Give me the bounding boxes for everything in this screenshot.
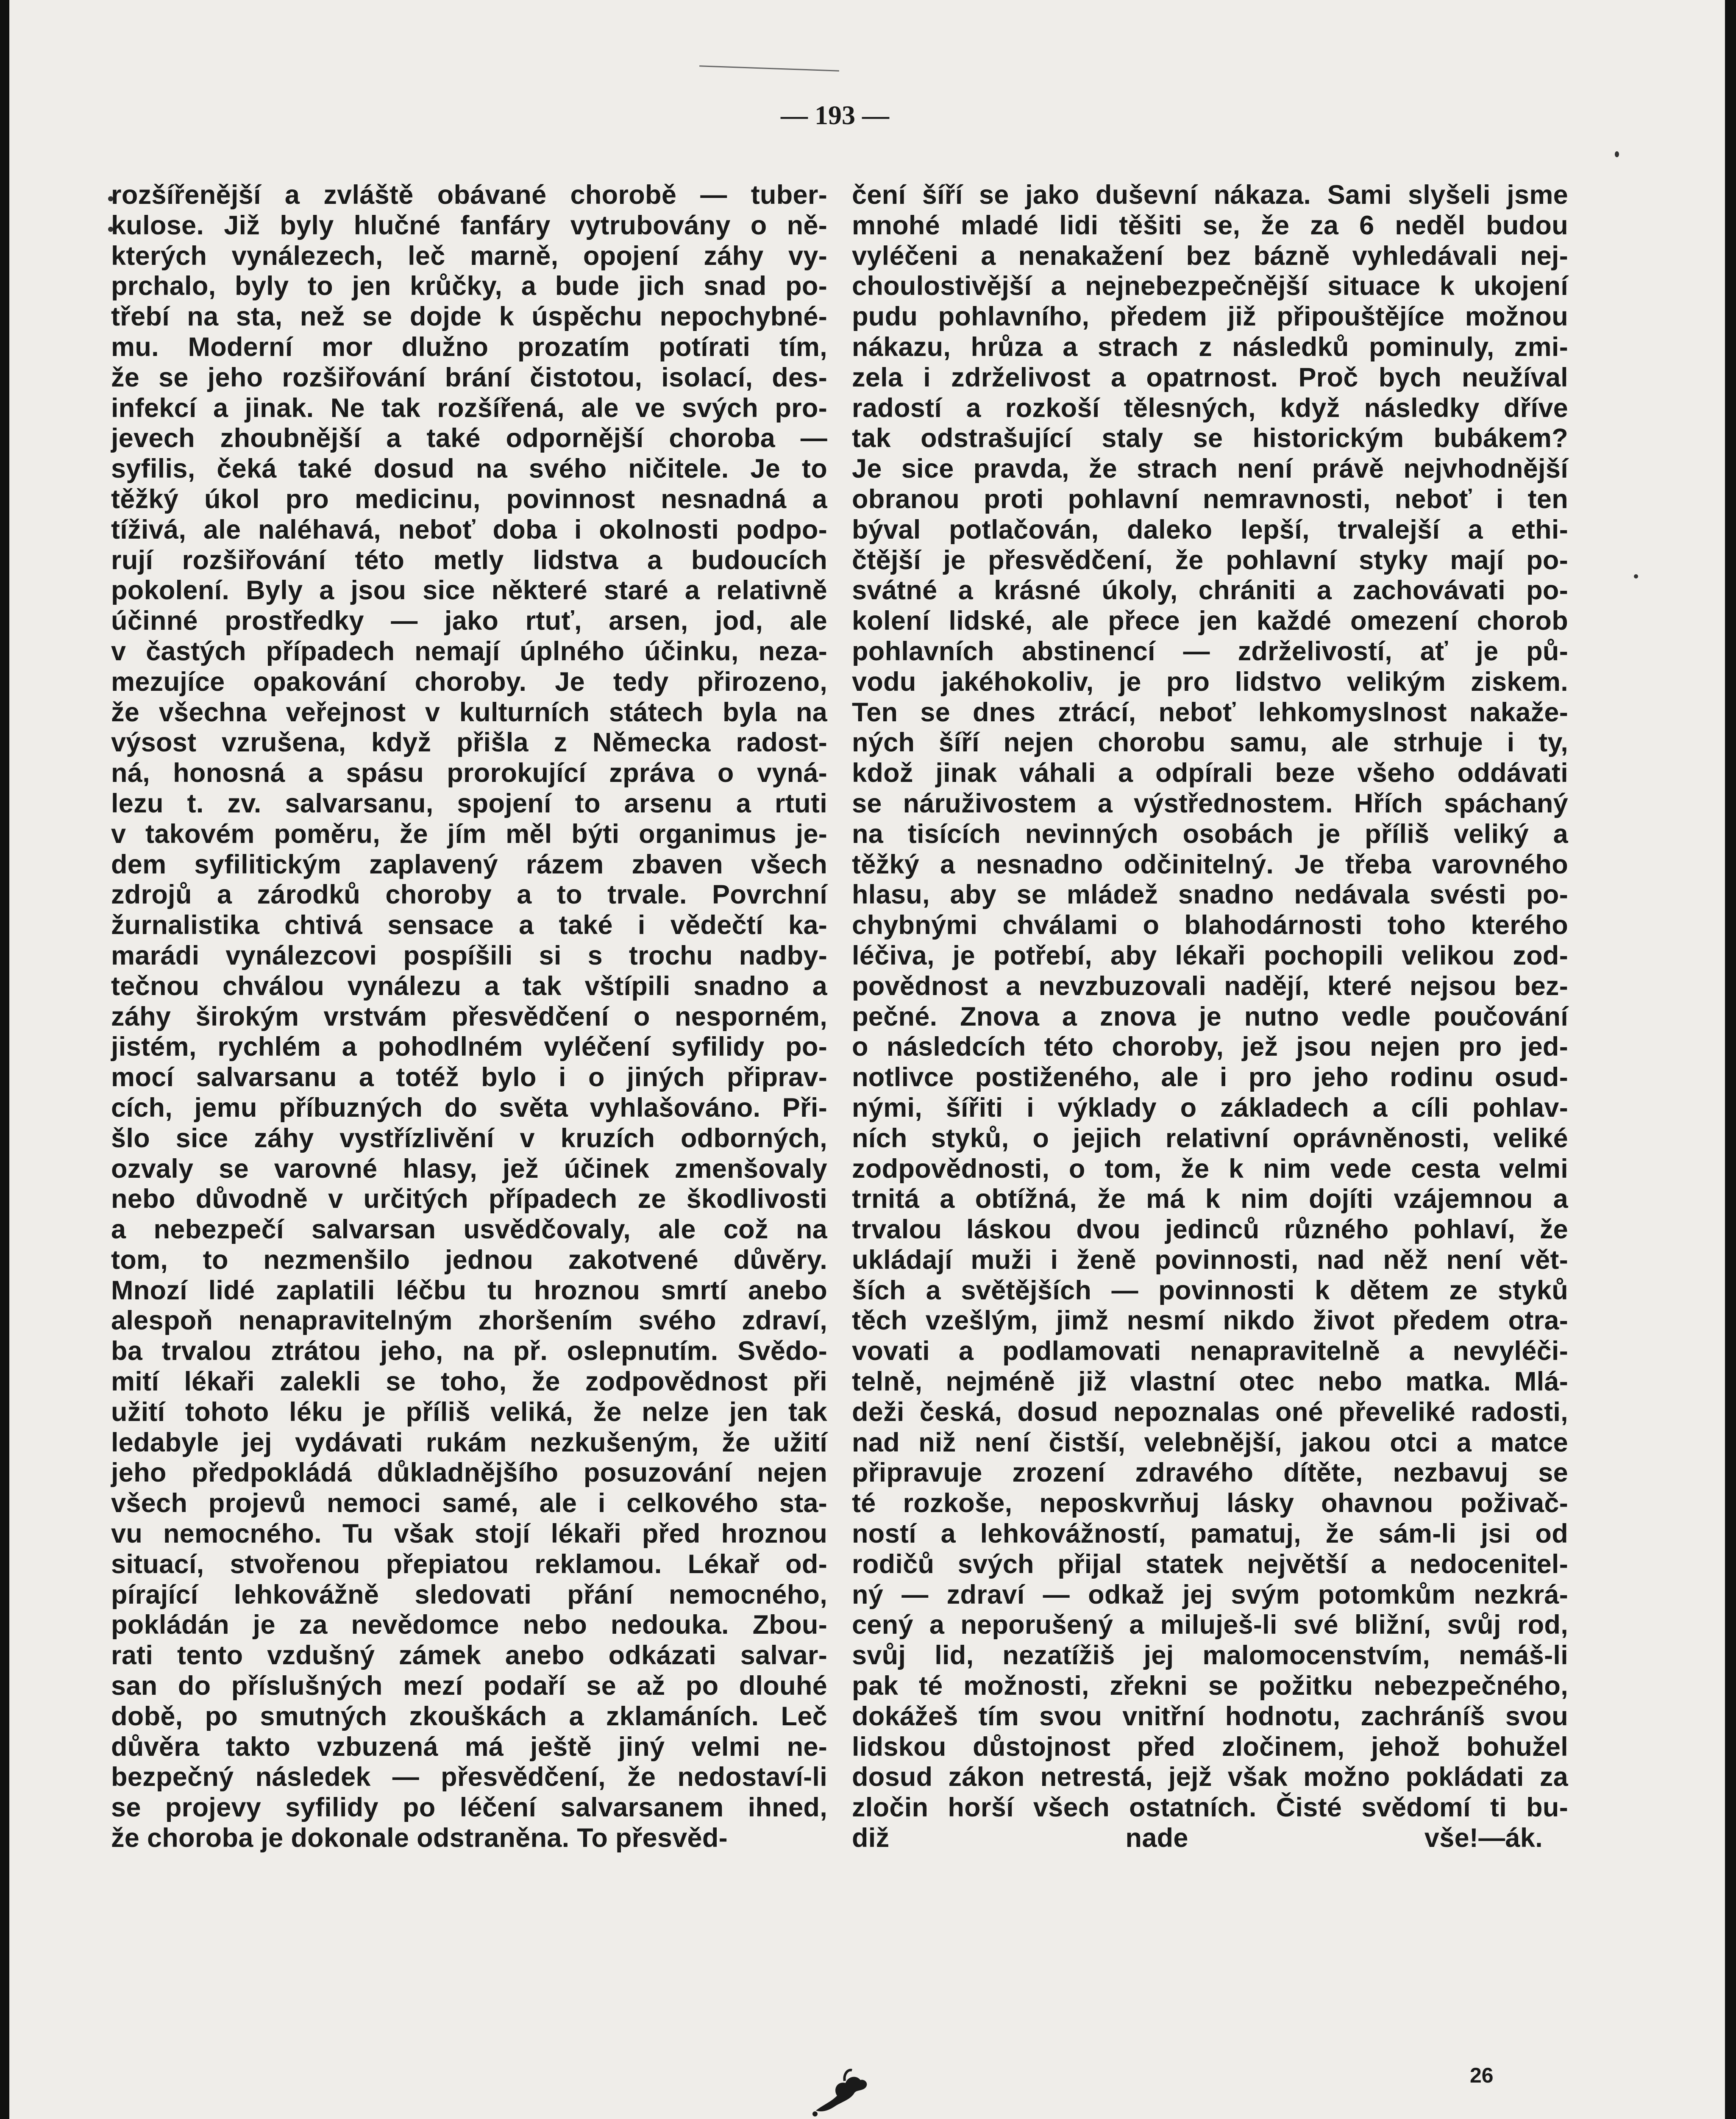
text-line: a nebezpečí salvarsan usvědčovaly, ale což na: [111, 1215, 827, 1245]
text-line: lezu t. zv. salvarsanu, spojení to arsenu a rtuti: [111, 788, 827, 818]
text-line: nými, šířiti i výklady o základech a cíli pohlav-: [852, 1093, 1568, 1123]
text-line: že se jeho rozšiřování brání čistotou, isolací, des-: [111, 362, 827, 392]
text-line: trnitá a obtížná, že má k nim dojíti vzájemnou a: [852, 1184, 1568, 1214]
text-line: třebí na sta, než se dojde k úspěchu nepochybné-: [111, 302, 827, 332]
text-line: obranou proti pohlavní nemravnosti, neboť i ten: [852, 484, 1568, 514]
text-line: zločin horší všech ostatních. Čisté svědomí ti bu-: [852, 1793, 1568, 1823]
scan-speck: [1634, 574, 1638, 578]
scan-scratch: [699, 65, 839, 72]
text-line: povědnost a nevzbuzovali nadějí, které nejsou bez-: [852, 971, 1568, 1001]
text-line: marádi vynálezcovi pospíšili si s trochu nadby-: [111, 940, 827, 971]
text-line: čení šíří se jako duševní nákaza. Sami slyšeli jsme: [852, 180, 1568, 210]
text-line: jistém, rychlém a pohodlném vyléčení syfilidy po-: [111, 1032, 827, 1062]
text-line: těch vzešlým, jimž nesmí nikdo život předem otra-: [852, 1306, 1568, 1336]
text-line: dokážeš tím svou vnitřní hodnotu, zachráníš svou: [852, 1701, 1568, 1731]
text-line: tečnou chválou vynálezu a tak vštípili snadno a: [111, 971, 827, 1001]
text-line: rodičů svých přijal statek největší a nedocenitel-: [852, 1549, 1568, 1579]
text-line: mití lékaři zalekli se toho, že zodpovědnost při: [111, 1367, 827, 1397]
text-line: vu nemocného. Tu však stojí lékaři před hroznou: [111, 1519, 827, 1549]
text-line: čtější je přesvědčení, že pohlavní styky mají po-: [852, 545, 1568, 575]
text-line: tak odstrašující staly se historickým bubákem?: [852, 423, 1568, 453]
text-line: vyléčeni a nenakažení bez bázně vyhledávali nej-: [852, 241, 1568, 271]
text-line: pokládán je za nevědomce nebo nedouka. Zbou-: [111, 1610, 827, 1640]
text-line: že všechna veřejnost v kulturních státech byla na: [111, 697, 827, 727]
text-line: ná, honosná a spásu prorokující zpráva o vyná-: [111, 758, 827, 788]
text-line: trvalou láskou dvou jedinců různého pohlaví, že: [852, 1215, 1568, 1245]
text-line: svůj lid, nezatížiš jej malomocenstvím, nemáš-li: [852, 1641, 1568, 1671]
text-line: nebo důvodně v určitých případech ze škodlivosti: [111, 1184, 827, 1214]
text-line: lidskou důstojnost před zločinem, jehož bohužel: [852, 1732, 1568, 1762]
text-line: tíživá, ale naléhavá, neboť doba i okolnosti podpo-: [111, 514, 827, 545]
text-line: záhy širokým vrstvám přesvědčení o nesporném,: [111, 1001, 827, 1032]
text-line: pohlavních abstinencí — zdrželivostí, ať je pů-: [852, 636, 1568, 666]
text-line: telně, nejméně již vlastní otec nebo matka. Mlá-: [852, 1367, 1568, 1397]
text-line: rati tento vzdušný zámek anebo odkázati salvar-: [111, 1641, 827, 1671]
text-line: Ten se dnes ztrácí, neboť lehkomyslnost nakaže-: [852, 697, 1568, 727]
text-line: že choroba je dokonale odstraněna. To přesvěd-: [111, 1823, 728, 1853]
text-line: cený a neporušený a miluješ-li své bližní, svůj rod,: [852, 1610, 1568, 1640]
text-line: léčiva, je potřebí, aby lékaři pochopili velikou zod-: [852, 940, 1568, 971]
text-line: tom, to nezmenšilo jednou zakotvené důvěry.: [111, 1245, 827, 1275]
text-line: ledabyle jej vydávati rukám nezkušeným, že užití: [111, 1427, 827, 1457]
text-line: býval potlačován, daleko lepší, trvalejší a ethi-: [852, 514, 1568, 545]
text-line: šlo sice záhy vystřízlivění v kruzích odborných,: [111, 1123, 827, 1153]
text-line: těžký a nesnadno odčinitelný. Je třeba varovného: [852, 849, 1568, 879]
text-line: mnohé mladé lidi těšiti se, že za 6 neděl budou: [852, 210, 1568, 240]
text-line: pak té možnosti, zřekni se požitku nebezpečného,: [852, 1671, 1568, 1701]
text-line: Mnozí lidé zaplatili léčbu tu hroznou smrtí anebo: [111, 1275, 827, 1305]
text-line: těžký úkol pro medicinu, povinnost nesnadná a: [111, 484, 827, 514]
right-column: [852, 180, 1568, 1854]
fleuron-ornament-icon: [807, 2064, 871, 2119]
text-line: syfilis, čeká také dosud na svého ničitele. Je to: [111, 454, 827, 484]
text-line: nad niž není čistší, velebnější, jakou otci a matce: [852, 1427, 1568, 1457]
text-line: mezujíce opakování choroby. Je tedy přirozeno,: [111, 667, 827, 697]
text-line: na tisících nevinných osobách je příliš veliký a: [852, 819, 1568, 849]
text-line: mu. Moderní mor dlužno prozatím potírati tím,: [111, 332, 827, 362]
text-line: choulostivější a nejnebezpečnější situace k ukojení: [852, 271, 1568, 301]
left-column: [111, 180, 827, 1854]
text-line: pudu pohlavního, předem již připouštějíce možnou: [852, 302, 1568, 332]
text-line: Je sice pravda, že strach není právě nejvhodnější: [852, 454, 1568, 484]
text-line: radostí a rozkoší tělesných, když následky dříve: [852, 393, 1568, 423]
text-line: pečné. Znova a znova je nutno vedle poučování: [852, 1001, 1568, 1032]
text-line: ukládají muži i ženě povinnosti, nad něž není vět-: [852, 1245, 1568, 1275]
text-line: dosud zákon netrestá, jejž však možno pokládati za: [852, 1762, 1568, 1792]
text-line: rozšířenější a zvláště obávané chorobě — tuber-: [111, 180, 827, 210]
scan-speck: [1615, 151, 1619, 157]
text-line: žurnalistika chtivá sensace a také i vědečtí ka-: [111, 910, 827, 940]
text-line: deži česká, dosud nepoznalas oné převeliké radosti,: [852, 1397, 1568, 1427]
text-line: vovati a podlamovati nenapravitelně a nevyléči-: [852, 1336, 1568, 1366]
text-line: zodpovědnosti, o tom, že k nim vede cesta velmi: [852, 1154, 1568, 1184]
text-line: se náruživostem a výstřednostem. Hřích spáchaný: [852, 788, 1568, 818]
text-line: v takovém poměru, že jím měl býti organimus je-: [111, 819, 827, 849]
text-line: san do příslušných mezí podaří se až po dlouhé: [111, 1671, 827, 1701]
text-line: vodu jakéhokoliv, je pro lidstvo velikým ziskem.: [852, 667, 1568, 697]
text-line: ných šíří nejen chorobu samu, ale strhuje i ty,: [852, 728, 1568, 758]
text-line: kulose. Již byly hlučné fanfáry vytrubovány o ně-: [111, 210, 827, 240]
text-line: svátné a krásné úkoly, chrániti a zachovávati po-: [852, 576, 1568, 606]
text-line: užití tohoto léku je příliš veliká, že nelze jen tak: [111, 1397, 827, 1427]
text-line: dem syfilitickým zaplavený rázem zbaven všech: [111, 849, 827, 879]
text-line: ních styků, o jejich relativní oprávněnosti, veliké: [852, 1123, 1568, 1153]
text-line: všech projevů nemoci samé, ale i celkového sta-: [111, 1488, 827, 1518]
text-line: důvěra takto vzbuzená má ještě jiný velmi ne-: [111, 1732, 827, 1762]
text-line: infekcí a jinak. Ne tak rozšířená, ale ve svých pro-: [111, 393, 827, 423]
page-number: — 193 —: [781, 100, 889, 130]
text-line: [852, 1823, 1568, 1854]
folio-number: 26: [1470, 2063, 1494, 2087]
text-line: bezpečný následek — přesvědčení, že nedostaví-li: [111, 1762, 827, 1792]
text-line: kolení lidské, ale přece jen každé omezení chorob: [852, 606, 1568, 636]
text-line: jevech zhoubnější a také odpornější choroba —: [111, 423, 827, 453]
text-line: zela i zdrželivost a opatrnost. Proč bych neužíval: [852, 362, 1568, 392]
text-line: ozvaly se varovné hlasy, jež účinek zmenšovaly: [111, 1154, 827, 1184]
text-line: chybnými chválami o blahodárnosti toho kterého: [852, 910, 1568, 940]
text-line: zdrojů a zárodků choroby a to trvale. Povrchní: [111, 880, 827, 910]
text-line: účinné prostředky — jako rtuť, arsen, jod, ale: [111, 606, 827, 636]
scan-edge-left: [0, 0, 9, 2119]
text-line: kterých vynálezech, leč marně, opojení záhy vy-: [111, 241, 827, 271]
text-line: výsost vzrušena, když přišla z Německa radost-: [111, 728, 827, 758]
text-line: ších a světějších — povinnosti k dětem ze styků: [852, 1275, 1568, 1305]
scan-edge-right: [1725, 0, 1736, 2119]
text-line: notlivce postiženého, ale i pro jeho rodinu osud-: [852, 1062, 1568, 1093]
text-line: té rozkoše, neposkvrňuj lásky ohavnou poživač-: [852, 1488, 1568, 1518]
text-line: situací, stvořenou přepiatou reklamou. Lékař od-: [111, 1549, 827, 1579]
text-line: prchalo, byly to jen krůčky, a bude jich snad po-: [111, 271, 827, 301]
text-line: rují rozšiřování této metly lidstva a budoucích: [111, 545, 827, 575]
text-line: pokolení. Byly a jsou sice některé staré a relativně: [111, 576, 827, 606]
text-line: o následcích této choroby, jež jsou nejen pro jed-: [852, 1032, 1568, 1062]
text-line: kdož jinak váhali a odpírali beze všeho oddávati: [852, 758, 1568, 788]
text-line: nákazu, hrůza a strach z následků pominuly, zmi-: [852, 332, 1568, 362]
text-line: ný — zdraví — odkaž jej svým potomkům nezkrá-: [852, 1580, 1568, 1610]
text-line: ností a lehkovážností, pamatuj, že sám-li jsi od: [852, 1519, 1568, 1549]
text-line: hlasu, aby se mládež snadno nedávala svésti po-: [852, 880, 1568, 910]
text-line: alespoň nenapravitelným zhoršením svého zdraví,: [111, 1306, 827, 1336]
text-line: připravuje zrození zdravého dítěte, nezbavuj se: [852, 1458, 1568, 1488]
text-line: cích, jemu příbuzných do světa vyhlašováno. Při-: [111, 1093, 827, 1123]
text-line: mocí salvarsanu a totéž bylo i o jiných připrav-: [111, 1062, 827, 1093]
text-line: pírající lehkovážně sledovati přání nemocného,: [111, 1580, 827, 1610]
text-line: ba trvalou ztrátou jeho, na př. oslepnutím. Svědo-: [111, 1336, 827, 1366]
closing-text: diž nade vše!: [852, 1823, 1479, 1853]
text-line: se projevy syfilidy po léčení salvarsanem ihned,: [111, 1793, 827, 1823]
text-line: době, po smutných zkouškách a zklamáních. Leč: [111, 1701, 827, 1731]
text-line: v častých případech nemají úplného účinku, neza-: [111, 636, 827, 666]
author-signature: —ák.: [1478, 1823, 1543, 1853]
text-line: jeho předpokládá důkladnějšího posuzování nejen: [111, 1458, 827, 1488]
